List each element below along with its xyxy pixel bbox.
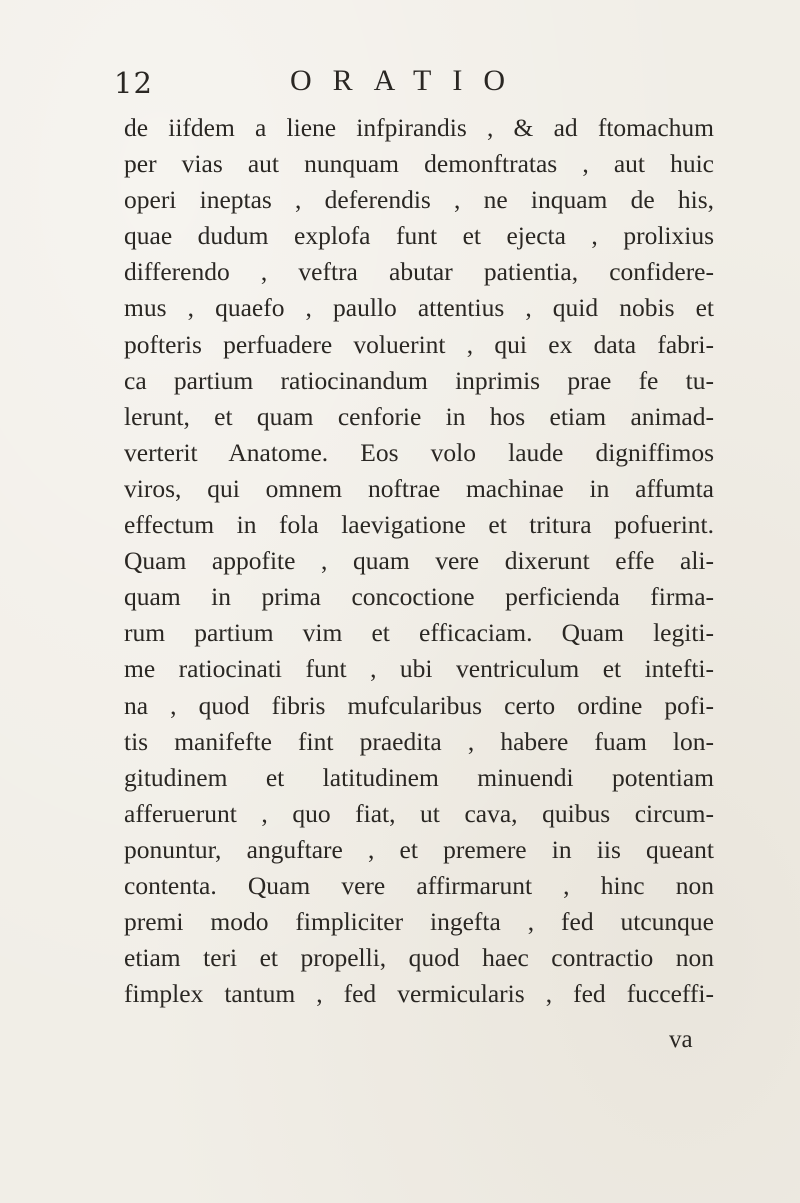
body-text (124, 110, 714, 1012)
text-line: premi modo fimpliciter ingefta , fed utcunque (124, 907, 714, 937)
text-line: Quam appofite , quam vere dixerunt effe ali- (124, 546, 714, 576)
text-line: quae dudum explofa funt et ejecta , prolixius (124, 221, 714, 251)
text-line: quam in prima concoctione perficienda firma- (124, 582, 714, 612)
text-line: operi ineptas , deferendis , ne inquam de his, (124, 185, 714, 215)
text-line: viros, qui omnem noftrae machinae in affumta (124, 473, 714, 503)
text-line: afferuerunt , quo fiat, ut cava, quibus circum- (124, 798, 714, 828)
text-line: contenta. Quam vere affirmarunt , hinc non (124, 870, 714, 900)
text-line: ca partium ratiocinandum inprimis prae fe tu- (124, 365, 714, 395)
text-line: verterit Anatome. Eos volo laude digniffimos (124, 437, 714, 467)
text-line: gitudinem et latitudinem minuendi potentiam (124, 762, 714, 792)
running-title: ORATIO (290, 64, 526, 97)
text-line: me ratiocinati funt , ubi ventriculum et intefti- (124, 654, 714, 684)
text-line: fimplex tantum , fed vermicularis , fed fucceffi- (124, 979, 714, 1009)
text-line: per vias aut nunquam demonftratas , aut huic (124, 149, 714, 179)
text-line: na , quod fibris mufcularibus certo ordine pofi- (124, 690, 714, 720)
text-line: differendo , veftra abutar patientia, confidere- (124, 257, 714, 287)
text-line: tis manifefte fint praedita , habere fuam lon- (124, 726, 714, 756)
text-line: rum partium vim et efficaciam. Quam legiti- (124, 618, 714, 648)
text-line: etiam teri et propelli, quod haec contractio non (124, 943, 714, 973)
catchword: va (669, 1026, 693, 1053)
text-line: pofteris perfuadere voluerint , qui ex data fabri- (124, 329, 714, 359)
text-line: mus , quaefo , paullo attentius , quid nobis et (124, 293, 714, 323)
text-line: effectum in fola laevigatione et tritura pofuerint. (124, 510, 714, 540)
page-number: 12 (114, 66, 153, 100)
text-line: lerunt, et quam cenforie in hos etiam animad- (124, 401, 714, 431)
text-line: ponuntur, anguftare , et premere in iis queant (124, 834, 714, 864)
text-line: de iifdem a liene infpirandis , & ad ftomachum (124, 113, 714, 142)
